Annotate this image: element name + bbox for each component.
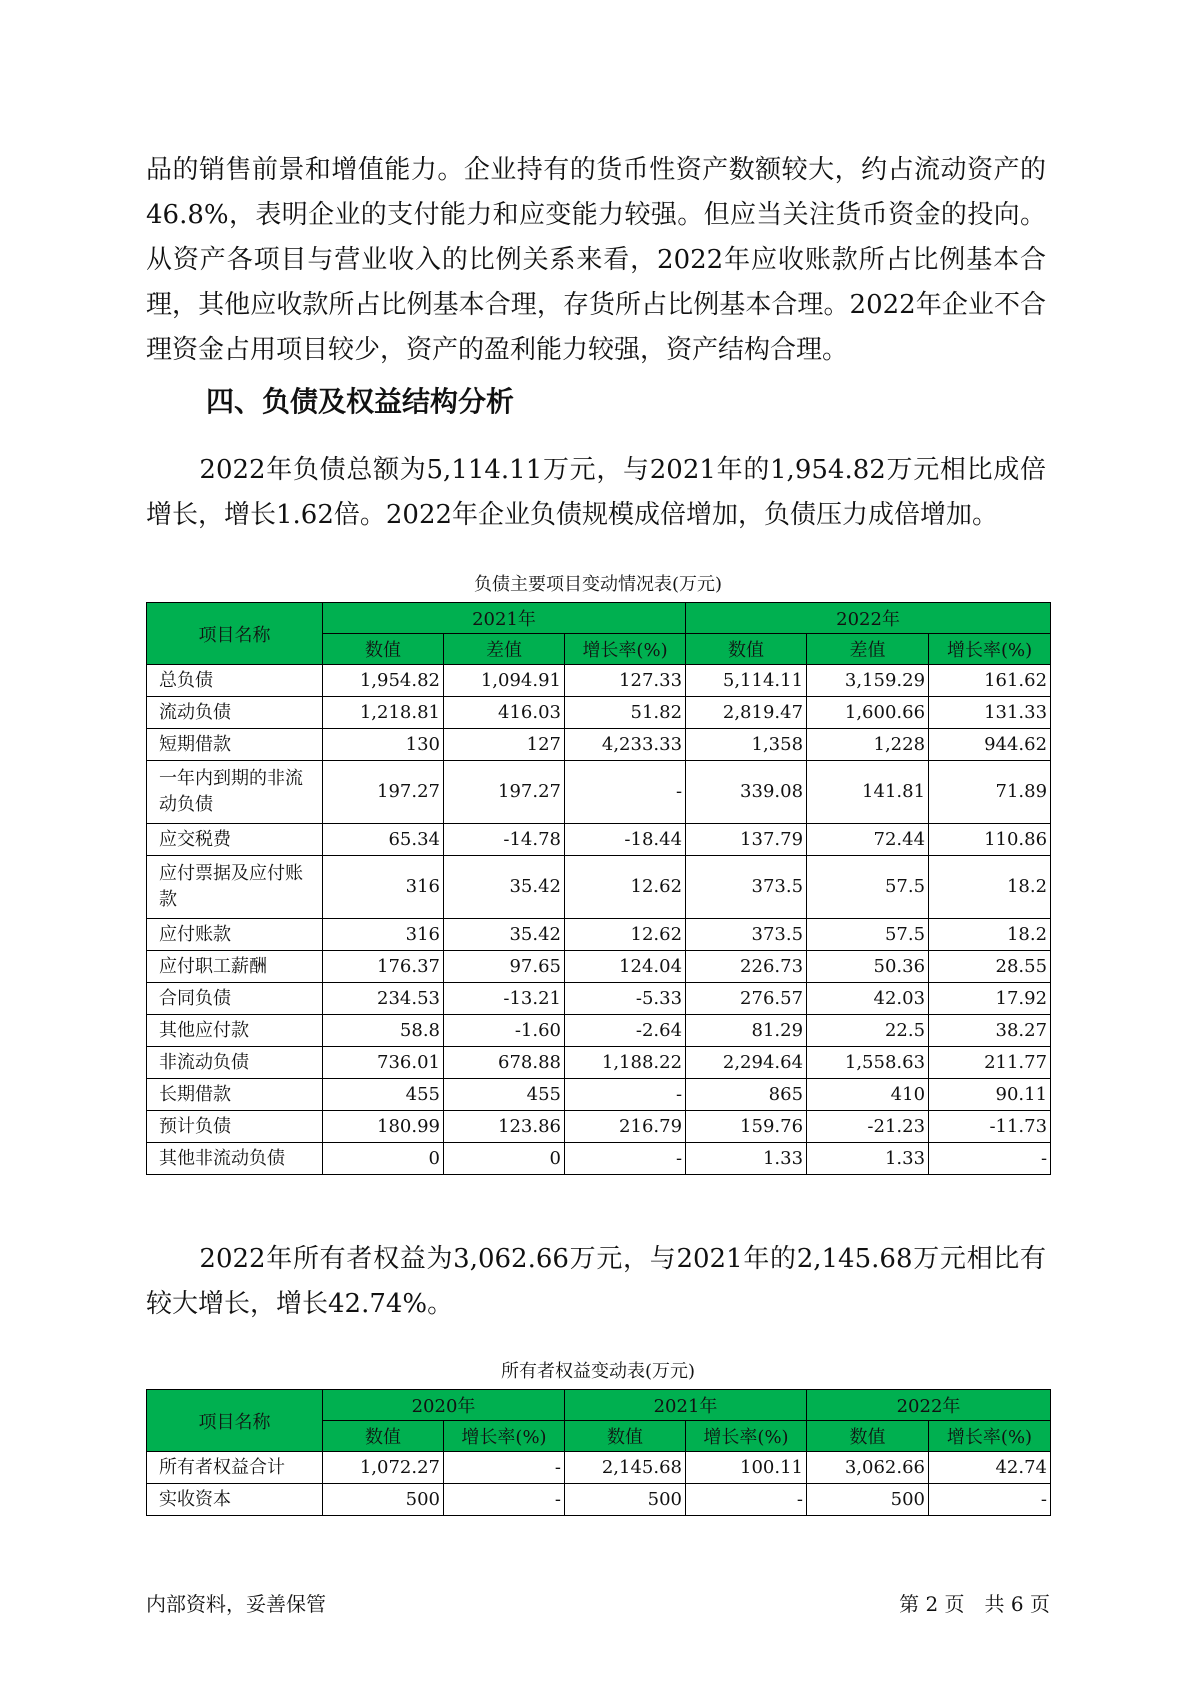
- table-cell: 130: [323, 729, 444, 761]
- table-row: [147, 1047, 1051, 1079]
- table-cell: 180.99: [323, 1111, 444, 1143]
- column-subheader: 增长率(%): [686, 1421, 807, 1452]
- table-cell: 90.11: [929, 1079, 1051, 1111]
- table-cell: 72.44: [807, 824, 929, 856]
- table-cell: 678.88: [444, 1047, 565, 1079]
- table-cell: -1.60: [444, 1015, 565, 1047]
- table-cell: -14.78: [444, 824, 565, 856]
- row-label: 应付职工薪酬: [147, 951, 323, 983]
- table-cell: 416.03: [444, 697, 565, 729]
- table-cell: 455: [323, 1079, 444, 1111]
- table-cell: 4,233.33: [565, 729, 686, 761]
- table-cell: 12.62: [565, 856, 686, 919]
- table-cell: 35.42: [444, 919, 565, 951]
- table-cell: 1,228: [807, 729, 929, 761]
- table-row: [147, 824, 1051, 856]
- row-label: 非流动负债: [147, 1047, 323, 1079]
- table-cell: -: [929, 1484, 1051, 1516]
- table-cell: 316: [323, 919, 444, 951]
- table-cell: 2,294.64: [686, 1047, 807, 1079]
- equity-table-caption: 所有者权益变动表(万元): [500, 1361, 696, 1382]
- table-cell: -: [686, 1484, 807, 1516]
- row-label: 应交税费: [147, 824, 323, 856]
- column-subheader: 数值: [323, 634, 444, 665]
- table-cell: 1,094.91: [444, 665, 565, 697]
- table-cell: 17.92: [929, 983, 1051, 1015]
- table-cell: 110.86: [929, 824, 1051, 856]
- table-row: [147, 1484, 1051, 1516]
- table-row: [147, 761, 1051, 824]
- table-row: [147, 697, 1051, 729]
- table-cell: 124.04: [565, 951, 686, 983]
- column-subheader: 增长率(%): [565, 634, 686, 665]
- table-cell: 316: [323, 856, 444, 919]
- table-cell: 100.11: [686, 1452, 807, 1484]
- row-label: 实收资本: [147, 1484, 323, 1516]
- table-cell: -: [444, 1452, 565, 1484]
- table-cell: 50.36: [807, 951, 929, 983]
- row-label: 应付票据及应付账款: [147, 856, 323, 919]
- table-cell: 1,218.81: [323, 697, 444, 729]
- table-cell: 944.62: [929, 729, 1051, 761]
- table-cell: 123.86: [444, 1111, 565, 1143]
- table-cell: 131.33: [929, 697, 1051, 729]
- column-header-year: 2020年: [323, 1390, 565, 1421]
- equity-table: [146, 1389, 1051, 1516]
- table-cell: -11.73: [929, 1111, 1051, 1143]
- table-cell: 42.74: [929, 1452, 1051, 1484]
- table-cell: 339.08: [686, 761, 807, 824]
- table-cell: 22.5: [807, 1015, 929, 1047]
- table-cell: 5,114.11: [686, 665, 807, 697]
- column-header-year: 2021年: [565, 1390, 807, 1421]
- table-cell: 3,062.66: [807, 1452, 929, 1484]
- table-cell: 216.79: [565, 1111, 686, 1143]
- column-subheader: 数值: [565, 1421, 686, 1452]
- table-cell: 97.65: [444, 951, 565, 983]
- table-row: [147, 951, 1051, 983]
- table-cell: -5.33: [565, 983, 686, 1015]
- table-cell: -: [565, 1143, 686, 1175]
- table-cell: 865: [686, 1079, 807, 1111]
- table-cell: 18.2: [929, 919, 1051, 951]
- table-row: [147, 983, 1051, 1015]
- column-subheader: 差值: [444, 634, 565, 665]
- paragraph-liabilities-summary: 2022年负债总额为5,114.11万元，与2021年的1,954.82万元相比成倍增长，增长1.62倍。2022年企业负债规模成倍增加，负债压力成倍增加。: [146, 455, 1046, 530]
- table-cell: 1.33: [686, 1143, 807, 1175]
- table-cell: 211.77: [929, 1047, 1051, 1079]
- row-label: 其他非流动负债: [147, 1143, 323, 1175]
- table-cell: 373.5: [686, 919, 807, 951]
- row-label: 预计负债: [147, 1111, 323, 1143]
- table-row: [147, 856, 1051, 919]
- table-cell: 276.57: [686, 983, 807, 1015]
- table-cell: 2,819.47: [686, 697, 807, 729]
- table-row: [147, 1079, 1051, 1111]
- table-cell: 2,145.68: [565, 1452, 686, 1484]
- table-cell: 57.5: [807, 856, 929, 919]
- table-cell: 1.33: [807, 1143, 929, 1175]
- page-number: 第 2 页 共 6 页: [899, 1592, 1050, 1616]
- table-cell: -: [444, 1484, 565, 1516]
- table-cell: 137.79: [686, 824, 807, 856]
- row-label: 所有者权益合计: [147, 1452, 323, 1484]
- column-header-year: 2022年: [686, 603, 1051, 634]
- table-cell: 0: [323, 1143, 444, 1175]
- table-cell: 197.27: [323, 761, 444, 824]
- table-cell: 410: [807, 1079, 929, 1111]
- table-cell: 1,600.66: [807, 697, 929, 729]
- paragraph-equity-summary: 2022年所有者权益为3,062.66万元，与2021年的2,145.68万元相比有较大增长，增长42.74%。: [146, 1244, 1046, 1319]
- table-cell: 234.53: [323, 983, 444, 1015]
- table-cell: 1,188.22: [565, 1047, 686, 1079]
- row-label: 总负债: [147, 665, 323, 697]
- column-subheader: 数值: [686, 634, 807, 665]
- row-label: 流动负债: [147, 697, 323, 729]
- table-cell: 57.5: [807, 919, 929, 951]
- column-subheader: 数值: [807, 1421, 929, 1452]
- table-cell: 35.42: [444, 856, 565, 919]
- table-cell: -13.21: [444, 983, 565, 1015]
- table-cell: -18.44: [565, 824, 686, 856]
- table-cell: -2.64: [565, 1015, 686, 1047]
- column-subheader: 数值: [323, 1421, 444, 1452]
- row-label: 长期借款: [147, 1079, 323, 1111]
- table-cell: 1,072.27: [323, 1452, 444, 1484]
- table-cell: 161.62: [929, 665, 1051, 697]
- table-cell: 58.8: [323, 1015, 444, 1047]
- table-cell: 0: [444, 1143, 565, 1175]
- column-subheader: 增长率(%): [929, 1421, 1051, 1452]
- table-cell: 373.5: [686, 856, 807, 919]
- table-cell: 42.03: [807, 983, 929, 1015]
- table-cell: 500: [807, 1484, 929, 1516]
- table-cell: 71.89: [929, 761, 1051, 824]
- row-label: 短期借款: [147, 729, 323, 761]
- row-label: 合同负债: [147, 983, 323, 1015]
- table-cell: 197.27: [444, 761, 565, 824]
- footer-confidential-note: 内部资料，妥善保管: [146, 1592, 326, 1616]
- table-cell: 455: [444, 1079, 565, 1111]
- liability-table-caption: 负债主要项目变动情况表(万元): [473, 574, 723, 595]
- table-cell: 1,558.63: [807, 1047, 929, 1079]
- table-cell: 500: [565, 1484, 686, 1516]
- table-cell: 127: [444, 729, 565, 761]
- table-cell: 127.33: [565, 665, 686, 697]
- column-subheader: 差值: [807, 634, 929, 665]
- table-row: [147, 1015, 1051, 1047]
- row-label: 一年内到期的非流动负债: [147, 761, 323, 824]
- table-cell: 176.37: [323, 951, 444, 983]
- column-subheader: 增长率(%): [929, 634, 1051, 665]
- column-subheader: 增长率(%): [444, 1421, 565, 1452]
- table-row: [147, 919, 1051, 951]
- table-cell: -: [565, 1079, 686, 1111]
- table-cell: 51.82: [565, 697, 686, 729]
- column-header-year: 2021年: [323, 603, 686, 634]
- liability-table: [146, 602, 1051, 1175]
- table-cell: 65.34: [323, 824, 444, 856]
- table-cell: 12.62: [565, 919, 686, 951]
- table-cell: 18.2: [929, 856, 1051, 919]
- table-cell: 141.81: [807, 761, 929, 824]
- table-cell: 159.76: [686, 1111, 807, 1143]
- column-header-item-name: 项目名称: [147, 603, 323, 665]
- table-cell: 38.27: [929, 1015, 1051, 1047]
- table-cell: 3,159.29: [807, 665, 929, 697]
- table-row: [147, 1452, 1051, 1484]
- column-header-item-name: 项目名称: [147, 1390, 323, 1452]
- table-cell: 81.29: [686, 1015, 807, 1047]
- row-label: 其他应付款: [147, 1015, 323, 1047]
- table-row: [147, 665, 1051, 697]
- table-row: [147, 1143, 1051, 1175]
- table-cell: 1,954.82: [323, 665, 444, 697]
- table-cell: -: [929, 1143, 1051, 1175]
- table-cell: 500: [323, 1484, 444, 1516]
- section-heading-liabilities-equity: 四、负债及权益结构分析: [206, 385, 515, 418]
- table-cell: 736.01: [323, 1047, 444, 1079]
- table-cell: 28.55: [929, 951, 1051, 983]
- table-row: [147, 729, 1051, 761]
- table-cell: 226.73: [686, 951, 807, 983]
- row-label: 应付账款: [147, 919, 323, 951]
- table-cell: -: [565, 761, 686, 824]
- paragraph-asset-structure: 品的销售前景和增值能力。企业持有的货币性资产数额较大，约占流动资产的46.8%，表明企业的支付能力和应变能力较强。但应当关注货币资金的投向。从资产各项目与营业收入的比例关系来看，2022年应收账款所占比例基本合理，其他应收款所占比例基本合理，存货所占比例基本合理。2022年企业不合理资金占用项目较少，资产的盈利能力较强，资产结构合理。: [146, 155, 1046, 365]
- table-cell: 1,358: [686, 729, 807, 761]
- table-row: [147, 1111, 1051, 1143]
- table-cell: -21.23: [807, 1111, 929, 1143]
- column-header-year: 2022年: [807, 1390, 1051, 1421]
